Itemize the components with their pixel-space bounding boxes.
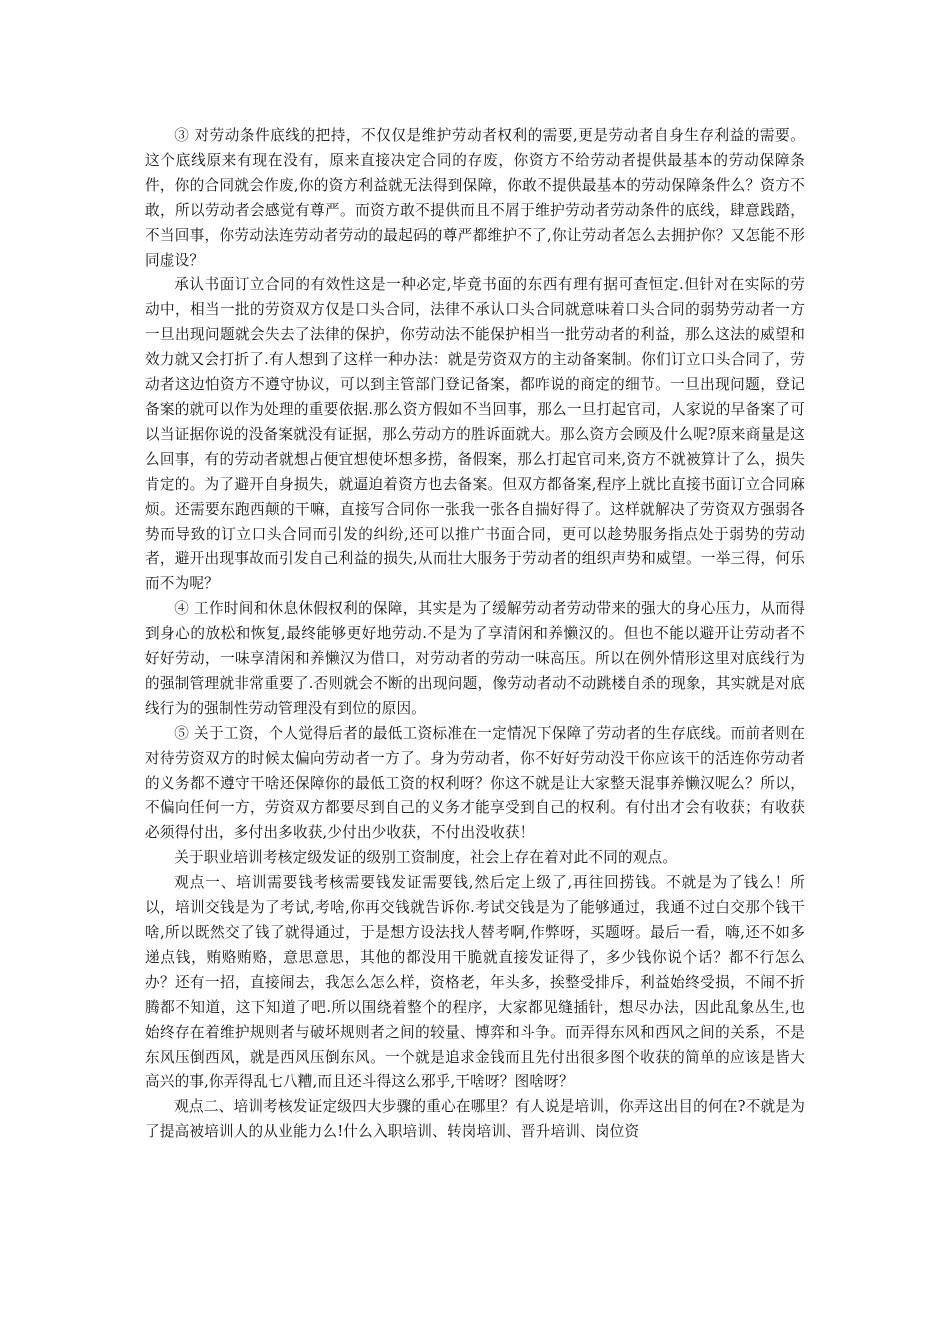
paragraph-training-intro: 关于职业培训考核定级发证的级别工资制度，社会上存在着对此不同的观点。 bbox=[174, 849, 678, 867]
paragraph-labor-conditions: ③ 对劳动条件底线的把持，不仅仅是维护劳动者权利的需要,更是劳动者自身生存利益的需要。这个底线原来有现在没有，原来直接决定合同的存废，你资方不给劳动者提供最基本的劳动保障条件，你的合同就会作废,你的资方利益就无法得到保障，你敢不提供最基本的劳动保障条件么？资方不敢，所以劳动者会感觉有尊严。而资方敢不提供而且不屑于维护劳动者劳动条件的底线，肆意践踏，不当回事，你劳动法连劳动者劳动的最起码的尊严都维护不了,你让劳动者怎么去拥护你？又怎能不形同虚设？ bbox=[145, 127, 805, 269]
paragraph-viewpoint-one: 观点一、培训需要钱考核需要钱发证需要钱,然后定上级了,再往回捞钱。不就是为了钱么！所以，培训交钱是为了考试,考啥,你再交钱就告诉你.考试交钱是为了能够通过，我通不过白交那个钱干啥,所以既然交了钱了就得通过，于是想方设法找人替考啊,作弊呀，买题呀。最后一看，嗨,还不如多递点钱，贿赂贿赂，意思意思，其他的都没用干脆就直接发证得了，多少钱你说个话？都不行怎么办？还有一招，直接闹去，我怎么怎么样，资格老，年头多，挨整受排斥，利益始终受损，不闹不折腾都不知道，这下知道了吧.所以围绕着整个的程序，大家都见缝插针，想尽办法，因此乱象丛生,也始终存在着维护规则者与破坏规则者之间的较量、博弈和斗争。而弄得东风和西风之间的关系，不是东风压倒西风，就是西风压倒东风。一个就是追求金钱而且先付出很多图个收获的简单的应该是皆大高兴的事,你弄得乱七八糟,而且还斗得这么邪乎,干啥呀？图啥呀？ bbox=[145, 874, 805, 1091]
paragraph-viewpoint-two: 观点二、培训考核发证定级四大步骤的重心在哪里？有人说是培训，你弄这出目的何在?不就是为了提高被培训人的从业能力么!什么入职培训、转岗培训、晋升培训、岗位资 bbox=[145, 1098, 805, 1141]
document-page bbox=[145, 124, 805, 1145]
paragraph-written-contract: 承认书面订立合同的有效性这是一种必定,毕竟书面的东西有理有据可查恒定.但针对在实际的劳动中，相当一批的劳资双方仅是口头合同，法律不承认口头合同就意味着口头合同的弱势劳动者一方一旦出现问题就会失去了法律的保护，你劳动法不能保护相当一批劳动者的利益，那么这法的威望和效力就又会打折了.有人想到了这样一种办法：就是劳资双方的主动备案制。你们订立口头合同了，劳动者这边怕资方不遵守协议，可以到主管部门登记备案，都咋说的商定的细节。一旦出现问题，登记备案的就可以作为处理的重要依据.那么资方假如不当回事，那么一旦打起官司，人家说的早备案了可以当证据你说的没备案就没有证据，那么劳动方的胜诉面就大。那么资方会顾及什么呢?原来商量是这么回事，有的劳动者就想占便宜想使坏想多捞，备假案，那么打起官司来,资方不就被算计了么，损失肯定的。为了避开自身损失，就逼迫着资方也去备案。但双方都备案,程序上就比直接书面订立合同麻烦。还需要东跑西颠的干嘛，直接写合同你一张我一张各自揣好得了。这样就解决了劳资双方强弱各势而导致的订立口头合同而引发的纠纷,还可以推广书面合同，更可以趁势服务指点处于弱势的劳动者，避开出现事故而引发自己利益的损失,从而壮大服务于劳动者的组织声势和威望。一举三得，何乐而不为呢？ bbox=[145, 276, 805, 593]
paragraph-wages: ⑤ 关于工资，个人觉得后者的最低工资标准在一定情况下保障了劳动者的生存底线。而前者则在对待劳资双方的时候太偏向劳动者一方了。身为劳动者，你不好好劳动没干你应该干的活连你劳动者的义务都不遵守干啥还保障你的最低工资的权利呀？你这不就是让大家整天混事养懒汉呢么？所以，不偏向任何一方，劳资双方都要尽到自己的义务才能享受到自己的权利。有付出才会有收获；有收获必须得付出，多付出多收获,少付出少收获，不付出没收获！ bbox=[145, 724, 805, 842]
paragraph-working-hours: ④ 工作时间和休息休假权利的保障，其实是为了缓解劳动者劳动带来的强大的身心压力，从而得到身心的放松和恢复,最终能够更好地劳动.不是为了享清闲和养懒汉的。但也不能以避开让劳动者不好好劳动，一味享清闲和养懒汉为借口，对劳动者的劳动一味高压。所以在例外情形这里对底线行为的强制管理就非常重要了.否则就会不断的出现问题，像劳动者动不动跳楼自杀的现象，其实就是对底线行为的强制性劳动管理没有到位的原因。 bbox=[145, 600, 805, 717]
